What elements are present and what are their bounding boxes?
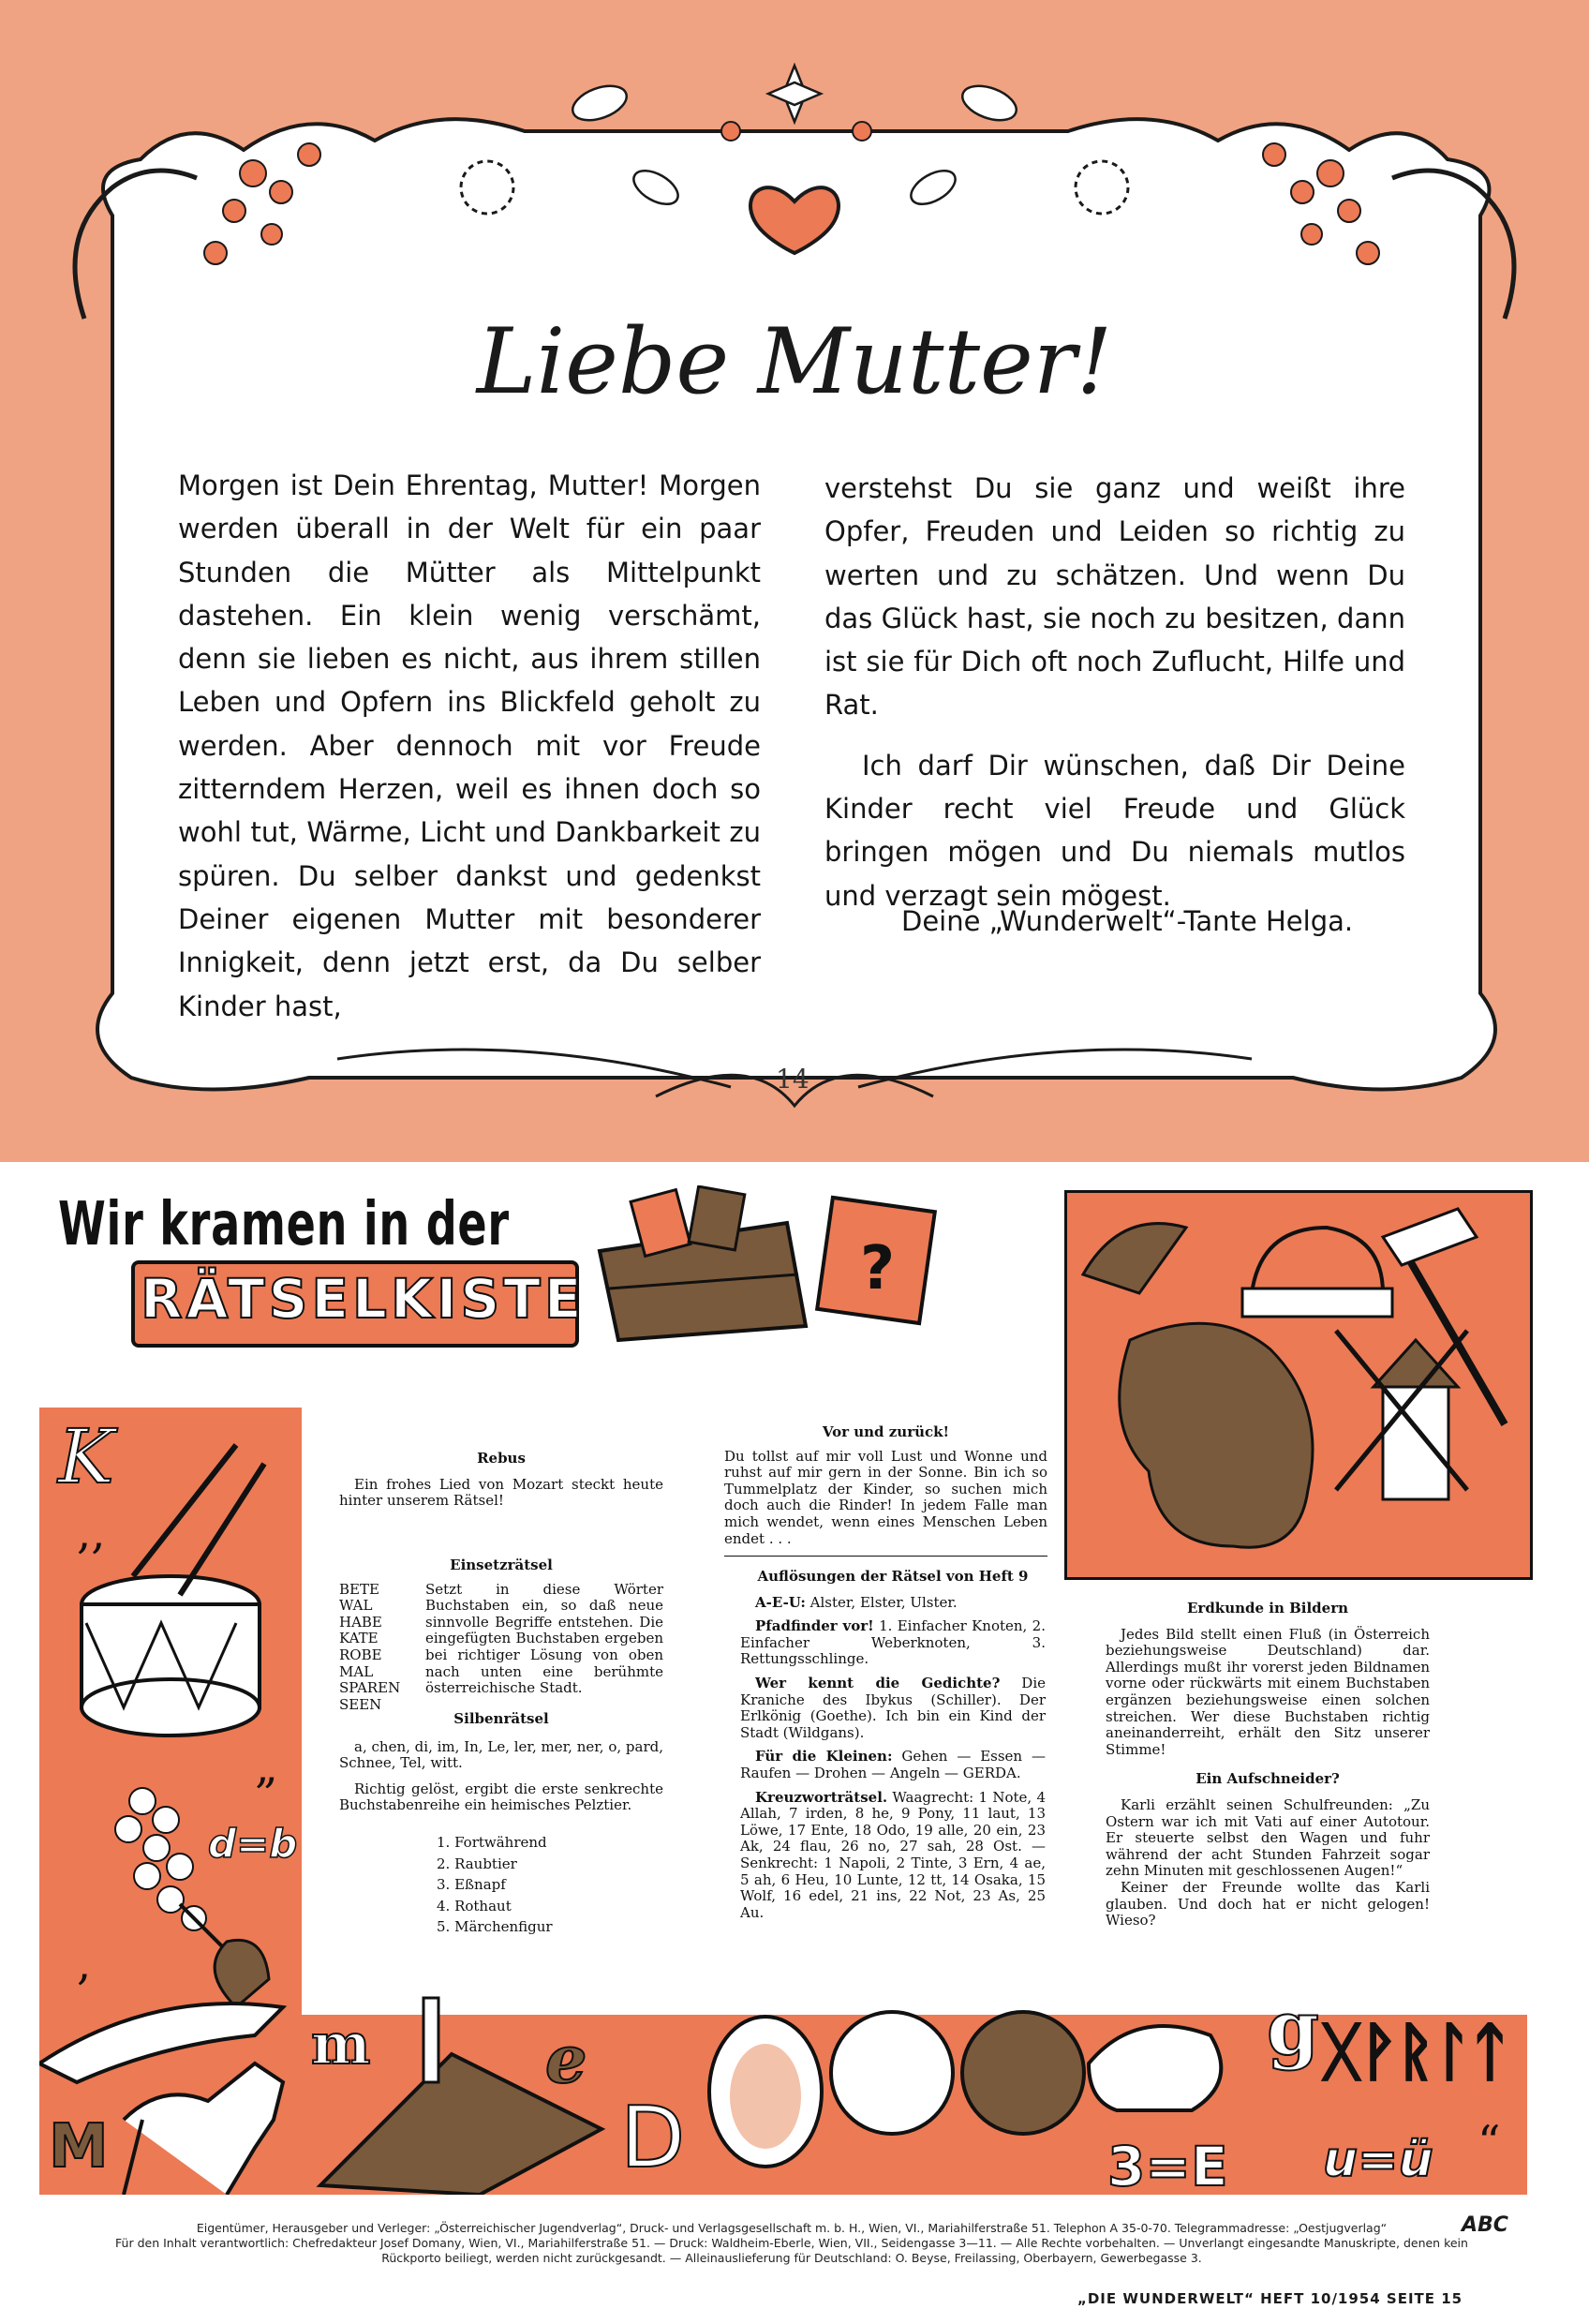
letter-column-right	[824, 467, 1405, 917]
solution-kleinen	[740, 1749, 1046, 1781]
letter-paragraph: Ich darf Dir wünschen, daß Dir Deine Kinder recht viel Freude und Glück bringen mögen und Du niemals mutlos und verzagt sein mögest.	[824, 749, 1405, 912]
imprint-line: Für den Inhalt verantwortlich: Chefredakteur Josef Domany, Wien, VI., Mariahilferstraße 51. — Druck: Waldheim-Eberle, Wien, VII., Seidengasse 3—11. — Alle Rechte vorbehalten. — Unverlangt eingesandte Manuskripte, denen kein Rückporto beiliegt, werden nicht zurückgesandt. — Alleinauslieferung für Deutschland: O. Beyse, Freilassing, Oberbayern, Gewerbegasse 3.	[115, 2236, 1468, 2265]
rebus-comma: ,	[77, 1938, 92, 1990]
solutions-section	[740, 1569, 1046, 1921]
rebus-three-equals-e: 3=E	[1107, 2135, 1228, 2195]
solution-text: Waagrecht: 1 Note, 4 Allah, 7 irden, 8 he, 9 Pony, 11 laut, 13 Löwe, 17 Ente, 18 Odo, 19 alle, 20 ein, 23 Ak, 24 flau, 26 no, 27 sah, 28 Ost. — Senkrecht: 1 Napoli, 2 Tinte, 3 Ern, 4 ae, 5 ah, 6 Heu, 10 Lunte, 12 tt, 14 Osaka, 15 Wolf, 16 edel, 21 ins, 22 Not, 23 As, 25 Au.	[740, 1788, 1046, 1921]
einsetz-word: BETE	[339, 1580, 379, 1598]
rebus-quote-mark: „	[255, 1741, 278, 1794]
rebus-d-equals-b: d=b	[208, 1821, 298, 1867]
silben-syllables: a, chen, di, im, In, Le, ler, mer, ner, o, pard, Schnee, Tel, witt.	[339, 1737, 663, 1772]
aufschneider-title: Ein Aufschneider?	[1195, 1770, 1340, 1788]
einsetz-word: MAL	[339, 1662, 374, 1680]
solution-label: Kreuzworträtsel.	[755, 1788, 888, 1806]
solution-label: A-E-U:	[755, 1593, 806, 1611]
silben-title: Silbenrätsel	[453, 1710, 549, 1727]
divider	[724, 1556, 1047, 1557]
solution-text: Gehen — Essen — Raufen — Drohen — Angeln — GERDA.	[740, 1748, 1046, 1781]
solution-label: Für die Kleinen:	[755, 1748, 893, 1765]
page-folio: „DIE WUNDERWELT“ HEFT 10/1954 SEITE 15	[1077, 2290, 1463, 2307]
letter-signature: Deine „Wunderwelt“-Tante Helga.	[901, 905, 1354, 937]
letter-title: Liebe Mutter!	[476, 309, 1113, 414]
silben-item: 3. Eßnapf	[437, 1876, 506, 1894]
feather-icon	[1083, 1224, 1186, 1293]
solution-label: Wer kennt die Gedichte?	[755, 1674, 1001, 1691]
solution-label: Pfadfinder vor!	[755, 1617, 874, 1635]
solution-aeu	[740, 1595, 1046, 1612]
rebus-runes: ᚷᚹᚱᛚᛏ	[1323, 2016, 1508, 2088]
einsetz-word-list	[339, 1582, 422, 1714]
silben-item: 2. Raubtier	[437, 1855, 517, 1872]
question-mark-icon: ?	[860, 1234, 896, 1304]
solution-kreuz	[740, 1790, 1046, 1922]
solution-text: Die Kraniche des Ibykus (Schiller). Der Erlkönig (Goethe). Ich bin ein Kind der Stadt (Wildgans).	[740, 1674, 1046, 1741]
letter-paragraph: verstehst Du sie ganz und weißt ihre Opfer, Freuden und Leiden so richtig zu werten und zu schätzen. Und wenn Du das Glück hast, sie noch zu besitzen, dann ist sie für Dich oft noch Zuflucht, Hilfe und Rat.	[824, 472, 1405, 722]
silben-list	[437, 1835, 553, 1941]
puzzle-chest-illustration	[581, 1185, 956, 1345]
leaf-icon	[215, 1940, 269, 2007]
aufschneider-text: Karli erzählt seinen Schulfreunden: „Zu Ostern war ich mit Vati auf einer Autotour. Er steuerte selbst den Wagen und fuhr während der acht Stunden Fahrzeit sogar zehn Minuten mit geschlossenen Augen!“	[1106, 1795, 1430, 1880]
letter-column-left	[178, 464, 761, 1028]
erdkunde-title: Erdkunde in Bildern	[1186, 1600, 1349, 1616]
solution-text: 1. Einfacher Knoten, 2. Einfacher Weberknoten, 3. Rettungsschlinge.	[740, 1617, 1046, 1668]
einsetz-section	[339, 1557, 663, 1713]
helmet-icon	[1252, 1228, 1383, 1293]
solution-text: Alster, Elster, Ulster.	[809, 1593, 958, 1611]
heading-line2: RÄTSELKISTE	[141, 1267, 586, 1331]
aufschneider-text: Keiner der Freunde wollte das Karli glauben. Und doch hat er nicht gelogen! Wieso?	[1106, 1878, 1430, 1929]
rebus-quote-mark: ,,	[77, 1507, 106, 1559]
solution-pfad	[740, 1618, 1046, 1668]
einsetz-word: SPAREN	[339, 1679, 401, 1697]
erdkunde-text: Jedes Bild stellt einen Fluß (in Österreich beziehungsweise Deutschland) dar. Allerdings mußt ihr vorerst jeden Bildnamen vorne oder rückwärts mit einem Buchstaben ergänzen beziehungsweise einen solchen streichen. Wer diese Buchstaben richtig aneinanderreiht, erhält den Sitz unserer Stimme!	[1106, 1625, 1430, 1758]
rebus-end-quote: “	[1478, 2116, 1501, 2168]
vor-section	[724, 1424, 1047, 1547]
silben-item: 1. Fortwährend	[437, 1834, 547, 1851]
rebus-letter-m-small: m	[311, 2012, 371, 2078]
einsetz-title: Einsetzrätsel	[450, 1557, 553, 1573]
windmill-icon	[1383, 1387, 1448, 1499]
rebus-letter-d: D	[620, 2089, 686, 2187]
dog-icon	[124, 2063, 283, 2195]
rebus-letter-g: g	[1267, 1984, 1319, 2072]
letter-paragraph: Morgen ist Dein Ehrentag, Mutter! Morgen werden überall in der Welt für ein paar Stunden die Mütter als Mittelpunkt dastehen. Ein klein wenig verschämt, denn sie lieben es nicht, aus ihrem stillen Leben und Opfern ins Blickfeld geholt zu werden. Aber dennoch mit vor Freude zitterndem Herzen, weil es ihnen doch so wohl tut, Wärme, Licht und Dankbarkeit zu spüren. Du selber dankst und gedenkst Deiner eigenen Mutter mit besonderer Innigkeit, denn jetzt erst, da Du selber Kinder hast,	[178, 469, 761, 1022]
silben-item: 4. Rothaut	[437, 1897, 512, 1914]
rebus-letter-k: K	[58, 1413, 114, 1500]
tree-icon	[831, 2012, 953, 2134]
imprint	[103, 2221, 1480, 2266]
einsetz-word: KATE	[339, 1630, 379, 1647]
einsetz-word: ROBE	[339, 1646, 382, 1663]
silben-item: 5. Märchenfigur	[437, 1918, 553, 1936]
silben-section	[339, 1711, 663, 1814]
einsetz-word: WAL	[339, 1597, 373, 1615]
erdkunde-picture	[1064, 1190, 1527, 1574]
einsetz-text: Setzt in diese Wörter Buchstaben ein, so daß neue sinnvolle Begriffe entstehen. Die eingefügten Buchstaben ergeben bei richtiger Lösung von oben nach unten eine berühmte österreichische Stadt.	[425, 1580, 663, 1697]
einsetz-word: HABE	[339, 1613, 382, 1631]
solution-wer	[740, 1676, 1046, 1741]
ram-icon	[1089, 2026, 1221, 2110]
erdkunde-section	[1106, 1601, 1430, 1929]
lilac-icon	[115, 1788, 206, 1930]
rebus-text: Ein frohes Lied von Mozart steckt heute hinter unserem Rätsel!	[339, 1475, 663, 1510]
heading-line1: Wir kramen in der	[58, 1190, 510, 1259]
vor-title: Vor und zurück!	[822, 1423, 950, 1440]
hide-icon	[1120, 1323, 1313, 1547]
rebus-section	[339, 1451, 663, 1510]
abc-mark: ABC	[1462, 2213, 1508, 2237]
rebus-title: Rebus	[477, 1450, 526, 1467]
einsetz-word: SEEN	[339, 1695, 382, 1713]
page-mark: 14	[776, 1064, 809, 1095]
solutions-title: Auflösungen der Rätsel von Heft 9	[757, 1568, 1029, 1585]
imprint-line: Eigentümer, Herausgeber und Verleger: „Österreichischer Jugendverlag“, Druck- und Verlagsgesellschaft m. b. H., Wien, VI., Mariahilferstraße 51. Telephon A 35-0-70. Telegrammadresse: „Oestjugverlag“	[196, 2221, 1388, 2235]
vor-text: Du tollst auf mir voll Lust und Wonne und ruhst auf mir gern in der Sonne. Bin ich so Tummelplatz der Kinder, so suchen mich doch auch die Rinder! In jedem Falle man mich wendet, wenn eines Menschen Leben endet . . .	[724, 1447, 1047, 1547]
silben-instruction: Richtig gelöst, ergibt die erste senkrechte Buchstabenreihe ein heimisches Pelztier.	[339, 1780, 663, 1814]
rebus-u-equals-ue: u=ü	[1323, 2132, 1433, 2188]
tree-icon	[962, 2012, 1084, 2134]
rebus-letter-e: e	[545, 2020, 587, 2098]
rebus-letter-m: M	[49, 2112, 109, 2182]
